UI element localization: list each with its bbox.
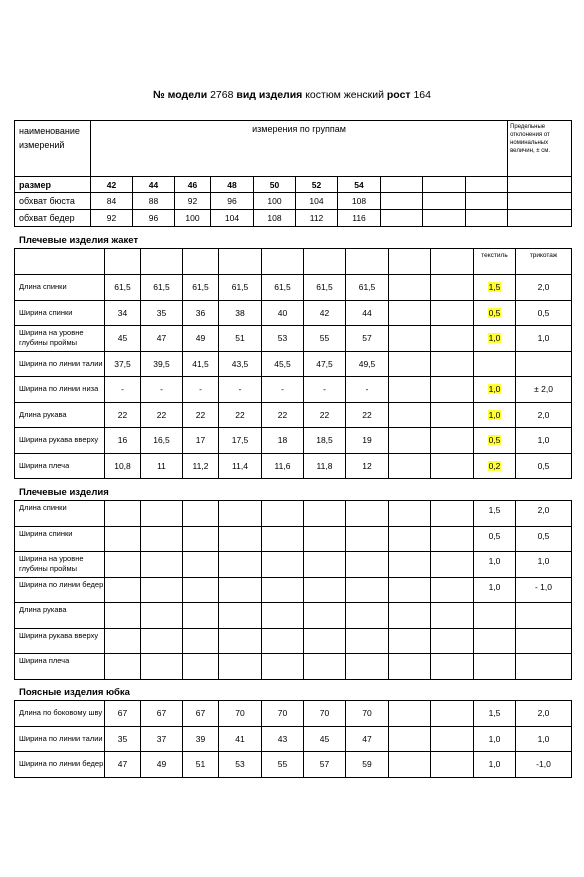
measure-value [389,701,431,727]
tolerance-value: 1,5 [474,701,516,727]
tolerance-header: Предельные отклонения от номинальных величин, ± см. [508,121,572,177]
measure-value: 41 [219,726,262,752]
measure-value: 18 [262,428,304,454]
table-row [15,526,572,552]
measure-value: 47 [105,752,141,778]
measure-value: 51 [219,326,262,352]
measure-value: 61,5 [183,275,219,301]
measure-value: 104 [296,193,338,210]
measure-value [381,210,423,227]
measure-value: 44 [346,300,389,326]
measure-value [262,577,304,603]
tolerance-value: 1,0 [474,577,516,603]
measure-value: 47 [141,326,183,352]
measure-value: - [105,377,141,403]
measure-value [431,501,474,527]
table-row [15,453,572,479]
measure-value [262,603,304,629]
tolerance-value: 0,5 [474,300,516,326]
tolerance-value: 2,0 [516,501,572,527]
measure-value: 92 [91,210,133,227]
measure-value [346,654,389,680]
measure-value [219,603,262,629]
measure-value [431,726,474,752]
measure-value: - [183,377,219,403]
measure-value: 100 [254,193,296,210]
table-row [15,552,572,578]
measure-label: Ширина рукава вверху [15,628,105,654]
measure-value [262,501,304,527]
table-row [15,351,572,377]
measure-value [346,501,389,527]
measure-label: Ширина по линии низа [15,377,105,403]
measure-label: Ширина по линии талии [15,351,105,377]
empty-cell [183,249,219,275]
measure-value [389,552,431,578]
measure-value: 104 [211,210,254,227]
size-header-table [14,120,572,227]
tolerance-value: 2,0 [516,701,572,727]
measure-value: 11,4 [219,453,262,479]
measure-value: 12 [346,453,389,479]
measure-value [431,300,474,326]
measure-value [219,552,262,578]
empty-cell [219,249,262,275]
measure-value: - [346,377,389,403]
measure-value [431,552,474,578]
table-row [15,275,572,301]
measure-value [262,654,304,680]
measure-value: 49,5 [346,351,389,377]
tolerance-value: 0,5 [474,526,516,552]
measure-value: 49 [141,752,183,778]
measure-value: 22 [346,402,389,428]
empty-cell [15,249,105,275]
name-header: наименование измерений [15,121,91,177]
measure-value: 35 [141,300,183,326]
measure-value: 55 [262,752,304,778]
measure-value: 37,5 [105,351,141,377]
measure-value: 61,5 [346,275,389,301]
measure-value [389,752,431,778]
tolerance-value: 1,0 [474,326,516,352]
measure-value: 59 [346,752,389,778]
measure-value [141,628,183,654]
measure-label: Ширина спинки [15,300,105,326]
measure-value [431,603,474,629]
measure-value [346,577,389,603]
measure-value [141,501,183,527]
measure-value [431,453,474,479]
measure-value [389,501,431,527]
measure-value [389,726,431,752]
skirt-table [14,700,572,778]
measure-value: 112 [296,210,338,227]
measure-value: 38 [219,300,262,326]
measure-value [389,628,431,654]
measure-value: 61,5 [105,275,141,301]
measure-value [183,501,219,527]
measure-label: Ширина по линии талии [15,726,105,752]
measure-value [304,628,346,654]
table-row [15,377,572,403]
measure-value: 22 [219,402,262,428]
table-row [15,210,572,227]
measure-value [389,351,431,377]
measure-value [183,654,219,680]
measure-value [141,526,183,552]
measure-value [141,603,183,629]
tolerance-value: 1,0 [516,726,572,752]
empty-cell [431,249,474,275]
tolerance-value: 1,0 [474,752,516,778]
measure-label: Длина по боковому шву [15,701,105,727]
measure-value [389,603,431,629]
measure-label: Длина рукава [15,402,105,428]
measure-label: Ширина на уровне глубины проймы [15,326,105,352]
measure-label: Длина спинки [15,275,105,301]
measure-value: 70 [219,701,262,727]
measure-value: 45 [304,726,346,752]
measure-value [431,628,474,654]
tolerance-value: 1,0 [474,726,516,752]
table-row [15,326,572,352]
measure-value [389,275,431,301]
measure-value: 19 [346,428,389,454]
measure-value: 45,5 [262,351,304,377]
table-row [15,300,572,326]
measure-value: - [304,377,346,403]
measure-value: 100 [175,210,211,227]
table-row [15,428,572,454]
measure-value: 17 [183,428,219,454]
measure-value [389,402,431,428]
measure-value [219,501,262,527]
tolerance-value [516,603,572,629]
measure-value: 16 [105,428,141,454]
table-row [15,603,572,629]
measure-value: 61,5 [262,275,304,301]
tolerance-value [474,351,516,377]
size-row [15,177,572,193]
tolerance-value: 0,5 [474,428,516,454]
size-label: размер [15,177,91,193]
measure-value [389,526,431,552]
measure-label: Ширина плеча [15,654,105,680]
measure-value: 47 [346,726,389,752]
measure-value: 22 [105,402,141,428]
tolerance-value: 2,0 [516,402,572,428]
measure-label: Ширина рукава вверху [15,428,105,454]
textile-header: текстиль [474,249,516,275]
size-cell [423,177,466,193]
measure-value [141,552,183,578]
measure-value: 45 [105,326,141,352]
measure-value [346,552,389,578]
empty-cell [346,249,389,275]
measure-value: 42 [304,300,346,326]
measure-value [105,501,141,527]
measure-value: 17,5 [219,428,262,454]
measure-value: 67 [105,701,141,727]
measure-value: 22 [183,402,219,428]
table-row [15,501,572,527]
measure-value [304,577,346,603]
measure-value: 53 [219,752,262,778]
measure-value [219,654,262,680]
measure-label: Ширина по линии бедер [15,577,105,603]
measure-value [389,326,431,352]
measure-value [466,193,508,210]
measure-value: 16,5 [141,428,183,454]
measure-value: 108 [254,210,296,227]
measure-value: 35 [105,726,141,752]
measure-value [304,603,346,629]
tolerance-value: -1,0 [516,752,572,778]
tolerance-value: ± 2,0 [516,377,572,403]
measure-value [183,552,219,578]
measure-value: 22 [304,402,346,428]
measure-value: 70 [262,701,304,727]
tolerance-value: 1,5 [474,501,516,527]
section-jacket: Плечевые изделия жакет [19,235,139,246]
measure-value [183,628,219,654]
size-cell: 42 [91,177,133,193]
measure-value: 11 [141,453,183,479]
measure-value [423,210,466,227]
measure-value: 34 [105,300,141,326]
measure-value [219,577,262,603]
tolerance-value [474,628,516,654]
measure-value [431,701,474,727]
empty-cell [389,249,431,275]
measure-value [346,526,389,552]
measure-value: 10,8 [105,453,141,479]
tolerance-header-row [15,249,572,275]
measure-value: 67 [183,701,219,727]
measure-value: 96 [211,193,254,210]
measure-value [262,526,304,552]
measure-value [389,453,431,479]
measure-label: обхват бюста [15,193,91,210]
measure-value [389,300,431,326]
measure-value: 88 [133,193,175,210]
measure-value: 61,5 [304,275,346,301]
shoulder-table [14,500,572,680]
table-row [15,752,572,778]
measure-value [431,326,474,352]
measure-value: 18,5 [304,428,346,454]
measure-value: 22 [262,402,304,428]
table-row [15,402,572,428]
measure-value [105,654,141,680]
measure-label: Ширина по линии бедер [15,752,105,778]
measure-value: 96 [133,210,175,227]
measure-value: 84 [91,193,133,210]
measure-value [105,577,141,603]
tolerance-value: 0,5 [516,300,572,326]
measure-value [219,526,262,552]
size-cell: 52 [296,177,338,193]
size-cell: 54 [338,177,381,193]
measure-value [431,654,474,680]
measure-value: 39 [183,726,219,752]
tolerance-value: 0,2 [474,453,516,479]
measure-label: обхват бедер [15,210,91,227]
measure-value [304,654,346,680]
tolerance-value [516,628,572,654]
measure-value [431,526,474,552]
measure-value: 108 [338,193,381,210]
size-cell: 50 [254,177,296,193]
measure-label: Ширина спинки [15,526,105,552]
empty-cell [304,249,346,275]
tolerance-value: 1,5 [474,275,516,301]
size-tol-cell [508,177,572,193]
measure-value: 57 [304,752,346,778]
tolerance-value: 1,0 [474,377,516,403]
measure-value: 37 [141,726,183,752]
measure-value: - [141,377,183,403]
table-row [15,577,572,603]
jacket-table [14,248,572,479]
measure-value: - [219,377,262,403]
measure-value: 43,5 [219,351,262,377]
size-cell: 46 [175,177,211,193]
tolerance-value [516,654,572,680]
measure-value: 47,5 [304,351,346,377]
measure-label: Ширина плеча [15,453,105,479]
tolerance-value: 2,0 [516,275,572,301]
measure-value: 92 [175,193,211,210]
measure-value [219,628,262,654]
measure-value [389,577,431,603]
measure-value: 70 [304,701,346,727]
tolerance-value [474,654,516,680]
knit-header: трикотаж [516,249,572,275]
measure-label: Длина рукава [15,603,105,629]
measure-value: 39,5 [141,351,183,377]
measure-value [304,552,346,578]
measure-value [431,402,474,428]
tolerance-value: 0,5 [516,526,572,552]
section-skirt: Поясные изделия юбка [19,687,130,698]
section-shoulder: Плечевые изделия [19,487,109,498]
measure-value [183,577,219,603]
measure-value [431,752,474,778]
measure-value [389,377,431,403]
tolerance-value [516,351,572,377]
measure-value: - [262,377,304,403]
tolerance-value: - 1,0 [516,577,572,603]
measure-value [431,377,474,403]
empty-cell [105,249,141,275]
measure-value [262,552,304,578]
measure-value: 43 [262,726,304,752]
measure-value [423,193,466,210]
measure-value: 70 [346,701,389,727]
tolerance-value: 1,0 [516,428,572,454]
measure-label: Длина спинки [15,501,105,527]
tolerance-value: 1,0 [474,552,516,578]
empty-cell [262,249,304,275]
measure-value: 51 [183,752,219,778]
measure-value: 11,8 [304,453,346,479]
table-row [15,701,572,727]
measure-value [466,210,508,227]
measure-value: 11,2 [183,453,219,479]
measure-value [105,628,141,654]
measure-value [105,552,141,578]
size-cell [466,177,508,193]
groups-header: измерения по группам [91,121,508,177]
measure-value: 61,5 [219,275,262,301]
measure-value: 36 [183,300,219,326]
measure-value [346,628,389,654]
tolerance-value: 1,0 [516,326,572,352]
table-row [15,726,572,752]
size-cell [381,177,423,193]
measure-value [381,193,423,210]
measure-value: 57 [346,326,389,352]
measure-value [183,603,219,629]
measure-value [304,501,346,527]
measure-value: 22 [141,402,183,428]
tolerance-value: 1,0 [516,552,572,578]
measure-value [141,654,183,680]
measure-value: 55 [304,326,346,352]
measure-value [431,428,474,454]
tolerance-value: 0,5 [516,453,572,479]
document-title: № модели 2768 вид изделия костюм женский рост 164 [153,89,431,101]
measure-value: 53 [262,326,304,352]
measure-value [105,526,141,552]
measure-value [431,577,474,603]
measure-value: 61,5 [141,275,183,301]
measure-value [346,603,389,629]
measure-value [304,526,346,552]
measure-value: 40 [262,300,304,326]
measure-value [389,654,431,680]
measure-value: 11,6 [262,453,304,479]
measure-value: 67 [141,701,183,727]
table-row [15,654,572,680]
tolerance-value: 1,0 [474,402,516,428]
measure-label: Ширина на уровне глубины проймы [15,552,105,578]
measure-value: 41,5 [183,351,219,377]
measure-value [431,275,474,301]
size-cell: 48 [211,177,254,193]
empty-cell [141,249,183,275]
measure-value [262,628,304,654]
size-cell: 44 [133,177,175,193]
tolerance-cell [508,193,572,210]
measure-value [183,526,219,552]
measure-value: 116 [338,210,381,227]
tolerance-cell [508,210,572,227]
tolerance-value [474,603,516,629]
table-row [15,193,572,210]
measure-value [105,603,141,629]
measure-value: 49 [183,326,219,352]
measure-value [389,428,431,454]
measure-value [141,577,183,603]
table-row [15,628,572,654]
measure-value [431,351,474,377]
